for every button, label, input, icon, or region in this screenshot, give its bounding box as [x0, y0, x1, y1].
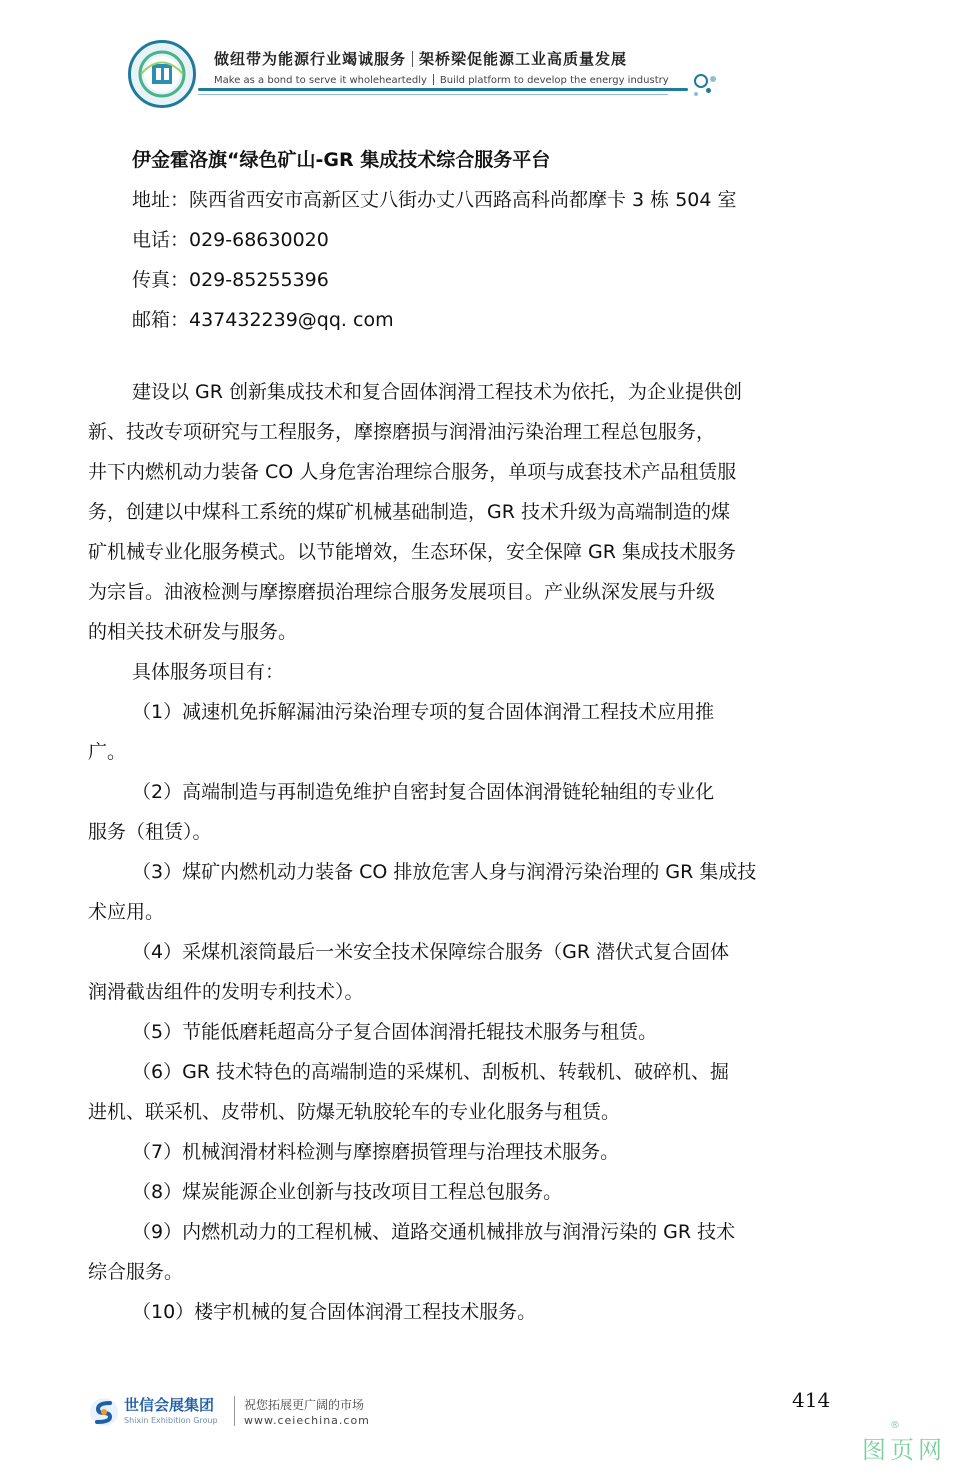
- intro-line: 建设以 GR 创新集成技术和复合固体润滑工程技术为依托，为企业提供创: [132, 381, 743, 403]
- intro-line: 为宗旨。油液检测与摩擦磨损治理综合服务发展项目。产业纵深发展与升级: [88, 581, 716, 603]
- header-rule: [198, 88, 688, 91]
- header-slogan-right: 架桥梁促能源工业高质量发展: [419, 50, 628, 68]
- service-item: [88, 1172, 828, 1212]
- contact-fax: 传真：029-85255396: [132, 269, 329, 291]
- service-item-line: 综合服务。: [88, 1261, 184, 1283]
- header-divider: [412, 51, 413, 67]
- body-content: [88, 372, 828, 1332]
- decor-dot: [710, 76, 716, 82]
- intro-line: 矿机械专业化服务模式。以节能增效，生态环保，安全保障 GR 集成技术服务: [88, 541, 737, 563]
- header-rule-thin: [198, 94, 668, 95]
- footer-slogan: 祝您拓展更广阔的市场: [244, 1398, 365, 1412]
- service-item-line: 服务（租赁）。: [88, 821, 212, 843]
- service-item-line: （1）减速机免拆解漏油污染治理专项的复合固体润滑工程技术应用推: [132, 701, 715, 723]
- service-item-line: （3）煤矿内燃机动力装备 CO 排放危害人身与润滑污染治理的 GR 集成技: [132, 861, 757, 883]
- service-item: [88, 692, 828, 772]
- watermark-registered: ®: [890, 1420, 900, 1431]
- intro-line: 新、技改专项研究与工程服务，摩擦磨损与润滑油污染治理工程总包服务，: [88, 421, 716, 443]
- service-item-line: 进机、联采机、皮带机、防爆无轨胶轮车的专业化服务与租赁。: [88, 1101, 621, 1123]
- service-item: [88, 1132, 828, 1172]
- footer-brand-en: Shixin Exhibition Group: [124, 1416, 218, 1425]
- footer-brand: 世信会展集团: [124, 1396, 215, 1414]
- service-item: [88, 1012, 828, 1052]
- page-footer: [88, 1390, 508, 1440]
- service-item-line: （4）采煤机滚筒最后一米安全技术保障综合服务（GR 潜伏式复合固体: [132, 941, 730, 963]
- service-item-line: （5）节能低磨耗超高分子复合固体润滑托辊技术服务与租赁。: [132, 1021, 658, 1043]
- header-slogan-left: 做纽带为能源行业竭诚服务: [214, 50, 407, 68]
- organization-logo: [128, 40, 196, 108]
- contact-email: 邮箱：437432239@qq. com: [132, 309, 394, 331]
- platform-name: 伊金霍洛旗“绿色矿山-GR 集成技术综合服务平台: [132, 149, 551, 171]
- header-slogan-en: [214, 74, 669, 86]
- service-item-line: （9）内燃机动力的工程机械、道路交通机械排放与润滑污染的 GR 技术: [132, 1221, 736, 1243]
- services-heading: 具体服务项目有：: [132, 661, 285, 683]
- contact-phone: 电话：029-68630020: [132, 229, 329, 251]
- service-item: [88, 1052, 828, 1132]
- page-header: [128, 38, 728, 128]
- footer-url[interactable]: www.ceiechina.com: [244, 1414, 370, 1427]
- page-number: 414: [792, 1388, 831, 1412]
- header-slogan-cn: [214, 48, 627, 69]
- decor-dot: [694, 74, 708, 88]
- service-item: [88, 772, 828, 852]
- intro-line: 务，创建以中煤科工系统的煤矿机械基础制造，GR 技术升级为高端制造的煤: [88, 501, 730, 523]
- decor-dot: [706, 88, 711, 93]
- service-item-line: （6）GR 技术特色的高端制造的采煤机、刮板机、转载机、破碎机、掘: [132, 1061, 730, 1083]
- service-item: [88, 1292, 828, 1332]
- service-item-line: 术应用。: [88, 901, 165, 923]
- service-item-line: （10）楼宇机械的复合固体润滑工程技术服务。: [132, 1301, 537, 1323]
- intro-paragraph: [88, 372, 828, 652]
- service-item: [88, 852, 828, 932]
- contact-block: [132, 140, 852, 340]
- contact-address: 地址：陕西省西安市高新区丈八街办丈八西路高科尚都摩卡 3 栋 504 室: [132, 189, 737, 211]
- service-item: [88, 932, 828, 1012]
- service-item-line: 广。: [88, 741, 127, 763]
- service-item-line: （7）机械润滑材料检测与摩擦磨损管理与治理技术服务。: [132, 1141, 620, 1163]
- decor-dot: [694, 92, 698, 96]
- footer-divider: [234, 1396, 235, 1426]
- intro-line: 井下内燃机动力装备 CO 人身危害治理综合服务，单项与成套技术产品租赁服: [88, 461, 737, 483]
- header-divider-small: [433, 74, 434, 85]
- header-slogan-en-right: Build platform to develop the energy industry: [439, 75, 669, 86]
- service-item-line: （8）煤炭能源企业创新与技改项目工程总包服务。: [132, 1181, 563, 1203]
- header-slogan-en-left: Make as a bond to serve it wholeheartedly: [214, 75, 427, 86]
- logo-emblem-icon: [131, 43, 193, 105]
- intro-line: 的相关技术研发与服务。: [88, 621, 298, 643]
- service-item: [88, 1212, 828, 1292]
- service-item-line: （2）高端制造与再制造免维护自密封复合固体润滑链轮轴组的专业化: [132, 781, 715, 803]
- company-logo-icon: [88, 1396, 120, 1428]
- service-item-line: 润滑截齿组件的发明专利技术）。: [88, 981, 364, 1003]
- watermark: 图页网: [862, 1436, 946, 1464]
